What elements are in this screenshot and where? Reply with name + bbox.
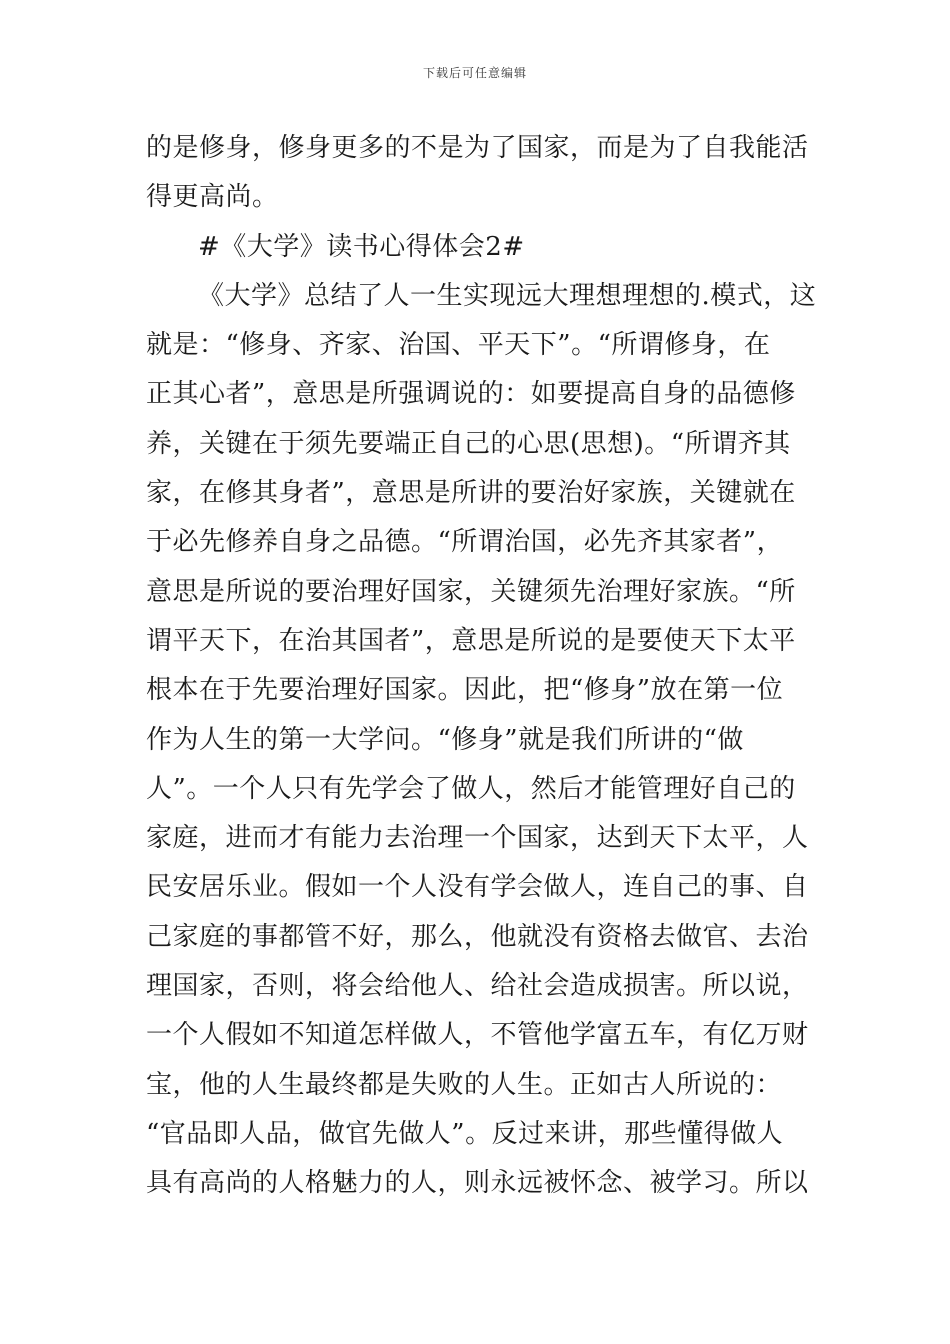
section-heading: #《大学》读书心得体会2# (198, 231, 525, 262)
text-line: 家庭，进而才有能力去治理一个国家，达到天下太平，人 (146, 823, 809, 854)
text-line: 就是：“修身、齐家、治国、平天下”。“所谓修身，在 (146, 330, 771, 361)
text-line: 于必先修养自身之品德。“所谓治国，必先齐其家者”， (146, 527, 784, 558)
text-line: 一个人假如不知道怎样做人，不管他学富五车，有亿万财 (146, 1020, 809, 1051)
text-line: 理国家，否则，将会给他人、给社会造成损害。所以说， (146, 971, 809, 1002)
body-text (146, 124, 817, 1209)
text-line: 正其心者”，意思是所强调说的：如要提高自身的品德修 (146, 379, 796, 410)
text-line: “官品即人品，做官先做人”。反过来讲，那些懂得做人 (146, 1118, 784, 1149)
text-line: 《大学》总结了人一生实现远大理想理想的.模式，这 (198, 280, 817, 311)
text-line: 谓平天下，在治其国者”，意思是所说的是要使天下太平 (146, 625, 796, 656)
text-line: 家，在修其身者”，意思是所讲的要治好家族，关键就在 (146, 478, 796, 509)
text-line: 根本在于先要治理好国家。因此，把“修身”放在第一位 (146, 675, 784, 706)
text-line: 宝，他的人生最终都是失败的人生。正如古人所说的： (146, 1069, 783, 1100)
text-line: 养，关键在于须先要端正自己的心思(思想)。“所谓齐其 (146, 428, 791, 459)
text-line: 己家庭的事都管不好，那么，他就没有资格去做官、去治 (146, 921, 809, 952)
header-note: 下载后可任意编辑 (422, 66, 527, 80)
text-line: 作为人生的第一大学问。“修身”就是我们所讲的“做 (146, 724, 744, 755)
text-line: 得更高尚。 (146, 182, 279, 213)
text-line: 具有高尚的人格魅力的人，则永远被怀念、被学习。所以 (146, 1168, 809, 1199)
text-line: 人”。一个人只有先学会了做人，然后才能管理好自己的 (146, 773, 796, 804)
text-line: 意思是所说的要治理好国家，关键须先治理好家族。“所 (146, 576, 796, 607)
text-line: 民安居乐业。假如一个人没有学会做人，连自己的事、自 (146, 872, 809, 903)
text-line: 的是修身，修身更多的不是为了国家，而是为了自我能活 (146, 133, 809, 163)
